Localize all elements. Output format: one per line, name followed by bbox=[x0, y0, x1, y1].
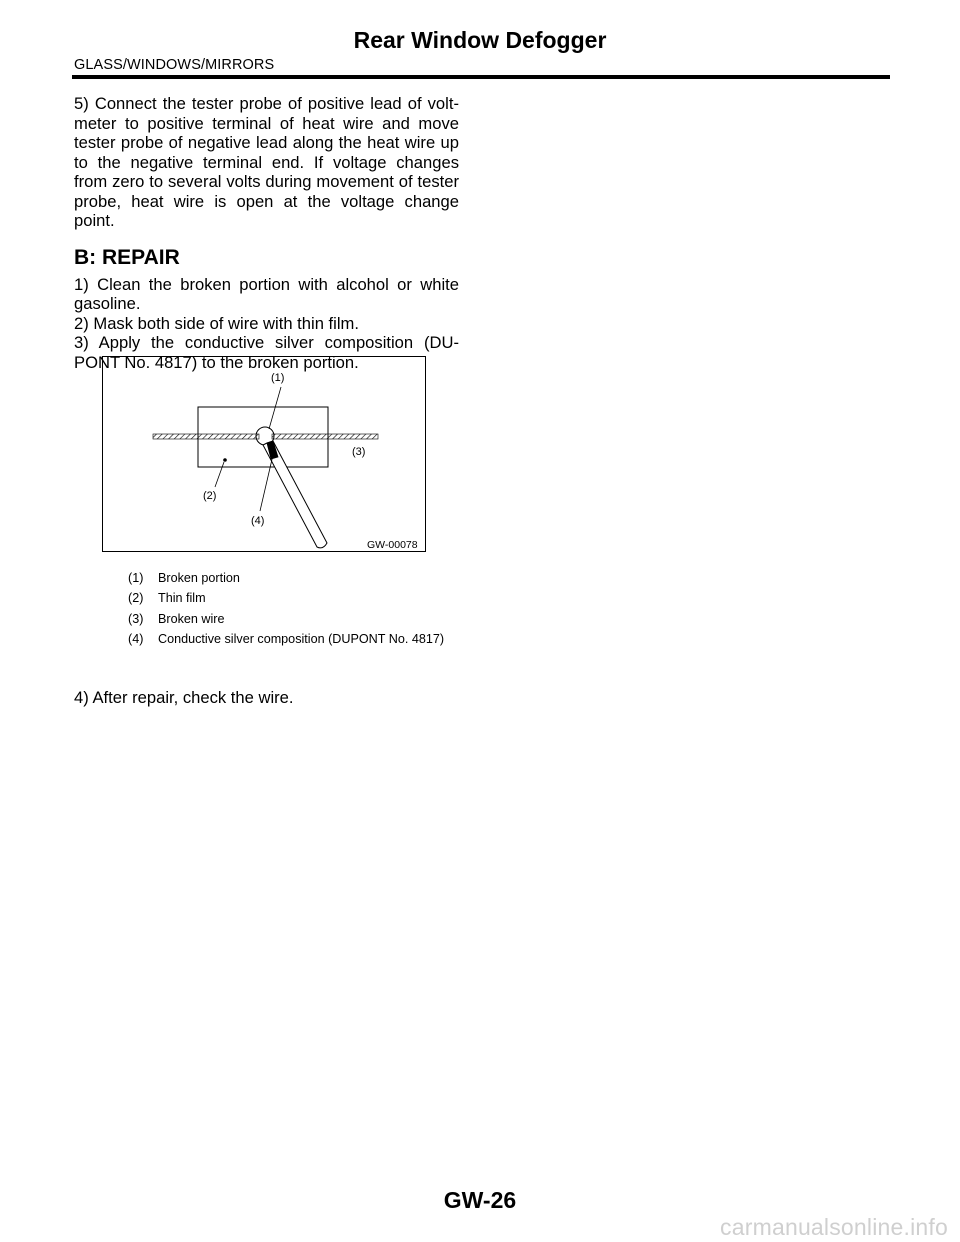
step-2-text: 2) Mask both side of wire with thin film. bbox=[74, 313, 359, 333]
step-3-text: 3) Apply the conductive silver composition (DU-PONT No. 4817) to the broken portion. bbox=[74, 333, 459, 372]
thin-film-dot bbox=[223, 458, 227, 462]
figure-legend bbox=[128, 571, 458, 652]
section-label: GLASS/WINDOWS/MIRRORS bbox=[74, 57, 275, 73]
legend-text: Thin film bbox=[158, 591, 206, 606]
callout-2: (2) bbox=[203, 490, 217, 502]
content-column bbox=[74, 94, 459, 372]
legend-text: Conductive silver composition (DUPONT No. 4817) bbox=[158, 631, 445, 646]
watermark: carmanualsonline.info bbox=[720, 1214, 948, 1240]
page-number: GW-26 bbox=[443, 1187, 517, 1213]
legend-number: (1) bbox=[128, 571, 144, 585]
callout-4: (4) bbox=[251, 515, 265, 527]
legend-item bbox=[128, 571, 458, 586]
legend-item bbox=[128, 612, 458, 627]
callout-1: (1) bbox=[271, 372, 285, 384]
header-rule bbox=[72, 75, 890, 79]
legend-text: Broken wire bbox=[158, 611, 225, 626]
step-1-text: 1) Clean the broken portion with alcohol or white gasoline. bbox=[74, 274, 459, 313]
legend-number: (2) bbox=[128, 591, 144, 606]
callout-3: (3) bbox=[352, 446, 366, 458]
legend-item bbox=[128, 591, 458, 606]
wire-left-segment bbox=[153, 434, 259, 439]
wire-right-segment bbox=[272, 434, 378, 439]
legend-number: (4) bbox=[128, 631, 144, 646]
figure-id: GW-00078 bbox=[367, 539, 418, 551]
page-title: Rear Window Defogger bbox=[353, 27, 607, 53]
legend-text: Broken portion bbox=[158, 571, 240, 585]
repair-heading: B: REPAIR bbox=[74, 245, 180, 269]
legend-item bbox=[128, 632, 458, 647]
repair-illustration bbox=[102, 356, 426, 552]
step-5-text: 5) Connect the tester probe of positive lead of volt-meter to positive terminal of heat wire and move tester probe of negative lead along the heat wire up to the negative terminal end. If voltage changes from zero to several volts during movement of tester probe, heat wire is open at the voltage change point. bbox=[74, 94, 459, 230]
legend-number: (3) bbox=[128, 611, 144, 626]
step-4-text: 4) After repair, check the wire. bbox=[74, 688, 294, 707]
repair-diagram bbox=[103, 357, 425, 551]
